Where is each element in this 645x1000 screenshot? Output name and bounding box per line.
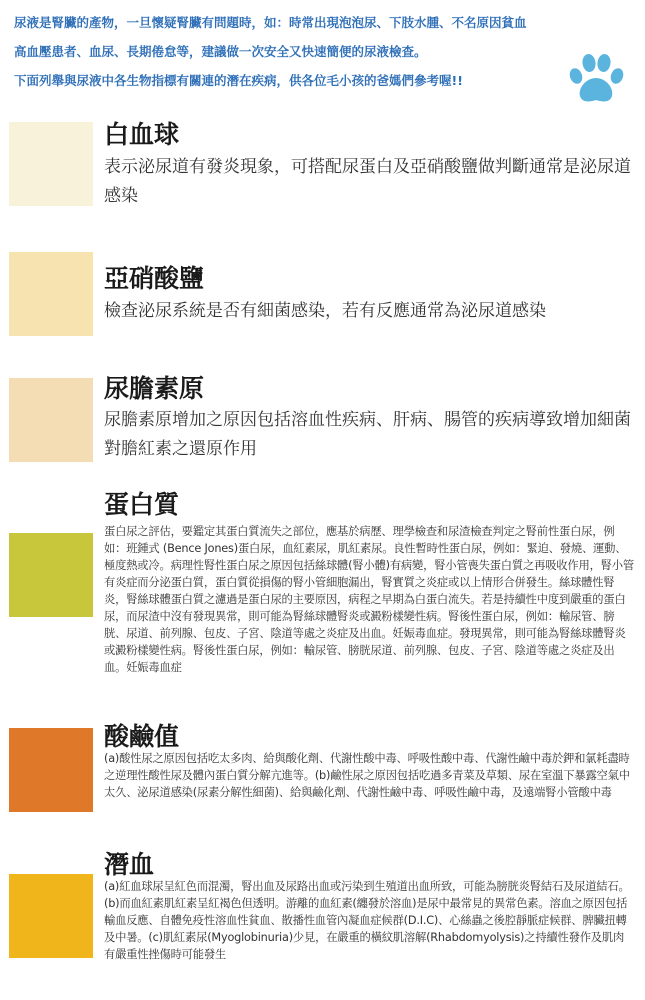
color-swatch bbox=[9, 728, 93, 812]
paw-icon bbox=[566, 50, 626, 106]
indicator-description: 蛋白尿之評估，要鑑定其蛋白質流失之部位，應基於病歷、理學檢查和尿渣檢查判定之腎前性蛋白尿，例如：班鍾式 (Bence Jones)蛋白尿，血紅素尿，肌紅素尿。良性暫時性蛋白尿，例如：緊迫、發燒、運動、極度熱或冷。病理性腎性蛋白尿之原因包括絲球體(腎小體)有病變，腎小管喪失蛋白質之再吸收作用，腎小管有炎症而分泌蛋白質，蛋白質從損傷的腎小管細胞漏出，腎實質之炎症或以上情形合併發生。絲球體性腎炎，腎絲球體蛋白質之濾過是蛋白尿的主要原因，病程之早期為白蛋白流失。若是持續性中度到嚴重的蛋白尿，而尿渣中沒有發現異常，則可能為腎絲球體腎炎或澱粉樣變性病。腎後性蛋白尿，例如：輸尿管、膀胱、尿道、前列腺、包皮、子宮、陰道等處之炎症及出血。妊娠毒血症。發現異常，則可能為腎絲球體腎炎或澱粉樣變性病。腎後性蛋白尿，例如：輸尿管、膀胱尿道、前列腺、包皮、子宮、陰道等處之炎症及出血。妊娠毒血症 bbox=[104, 525, 634, 674]
intro-line-2: 高血壓患者、血尿、長期倦怠等，建議做一次安全又快速簡便的尿液檢查。 bbox=[14, 44, 427, 59]
indicator-description: 表示泌尿道有發炎現象，可搭配尿蛋白及亞硝酸鹽做判斷通常是泌尿道感染 bbox=[104, 157, 631, 206]
color-swatch bbox=[9, 122, 93, 206]
indicator-description: 檢查泌尿系統是否有細菌感染，若有反應通常為泌尿道感染 bbox=[104, 301, 546, 321]
color-swatch bbox=[9, 533, 93, 617]
indicator-description: (a)酸性尿之原因包括吃太多肉、給與酸化劑、代謝性酸中毒、呼吸性酸中毒、代謝性鹼中毒於鉀和氯耗盡時之逆理性酸性尿及體內蛋白質分解亢進等。(b)鹼性尿之原因包括吃過多青菜及草類、尿在室溫下暴露空氣中太久、泌尿道感染(尿素分解性細菌)、給與鹼化劑、代謝性鹼中毒、呼吸性鹼中毒，及遠端腎小管酸中毒 bbox=[104, 752, 630, 799]
intro-line-3: 下面列舉與尿液中各生物指標有關連的潛在疾病，供各位毛小孩的爸媽們參考喔!! bbox=[14, 73, 463, 88]
indicator-title: 亞硝酸鹽 bbox=[104, 264, 205, 293]
color-swatch bbox=[9, 874, 93, 958]
indicator-title: 酸鹼值 bbox=[104, 722, 180, 751]
indicator-title: 尿膽素原 bbox=[104, 374, 205, 403]
indicator-description: (a)紅血球尿呈紅色而混濁，腎出血及尿路出血或污染到生殖道出血所致，可能為膀胱炎腎結石及尿道結石。(b)而血紅素肌紅素呈紅褐色但透明。游離的血紅素(纏發於溶血)是尿中最常見的異常色素。溶血之原因包括輸血反應、自體免疫性溶血性貧血、散播性血管內凝血症候群(D.I.C)、心絲蟲之後腔靜脈症候群、脾臟扭轉及中暑。(c)肌紅素尿(Myoglobinuria)少見，在嚴重的橫紋肌溶解(Rhabdomyolysis)之持續性發作及肌肉有嚴重性挫傷時可能發生 bbox=[104, 880, 630, 961]
intro-text bbox=[14, 8, 614, 95]
color-swatch bbox=[9, 378, 93, 462]
color-swatch bbox=[9, 252, 93, 336]
indicator-title: 白血球 bbox=[104, 120, 180, 149]
indicator-title: 蛋白質 bbox=[104, 490, 180, 519]
indicator-title: 潛血 bbox=[104, 850, 155, 879]
indicator-description: 尿膽素原增加之原因包括溶血性疾病、肝病、腸管的疾病導致增加細菌對膽紅素之還原作用 bbox=[104, 410, 631, 459]
intro-line-1: 尿液是腎臟的產物，一旦懷疑腎臟有問題時，如：時常出現泡泡尿、下肢水腫、不名原因貧血 bbox=[14, 15, 527, 30]
